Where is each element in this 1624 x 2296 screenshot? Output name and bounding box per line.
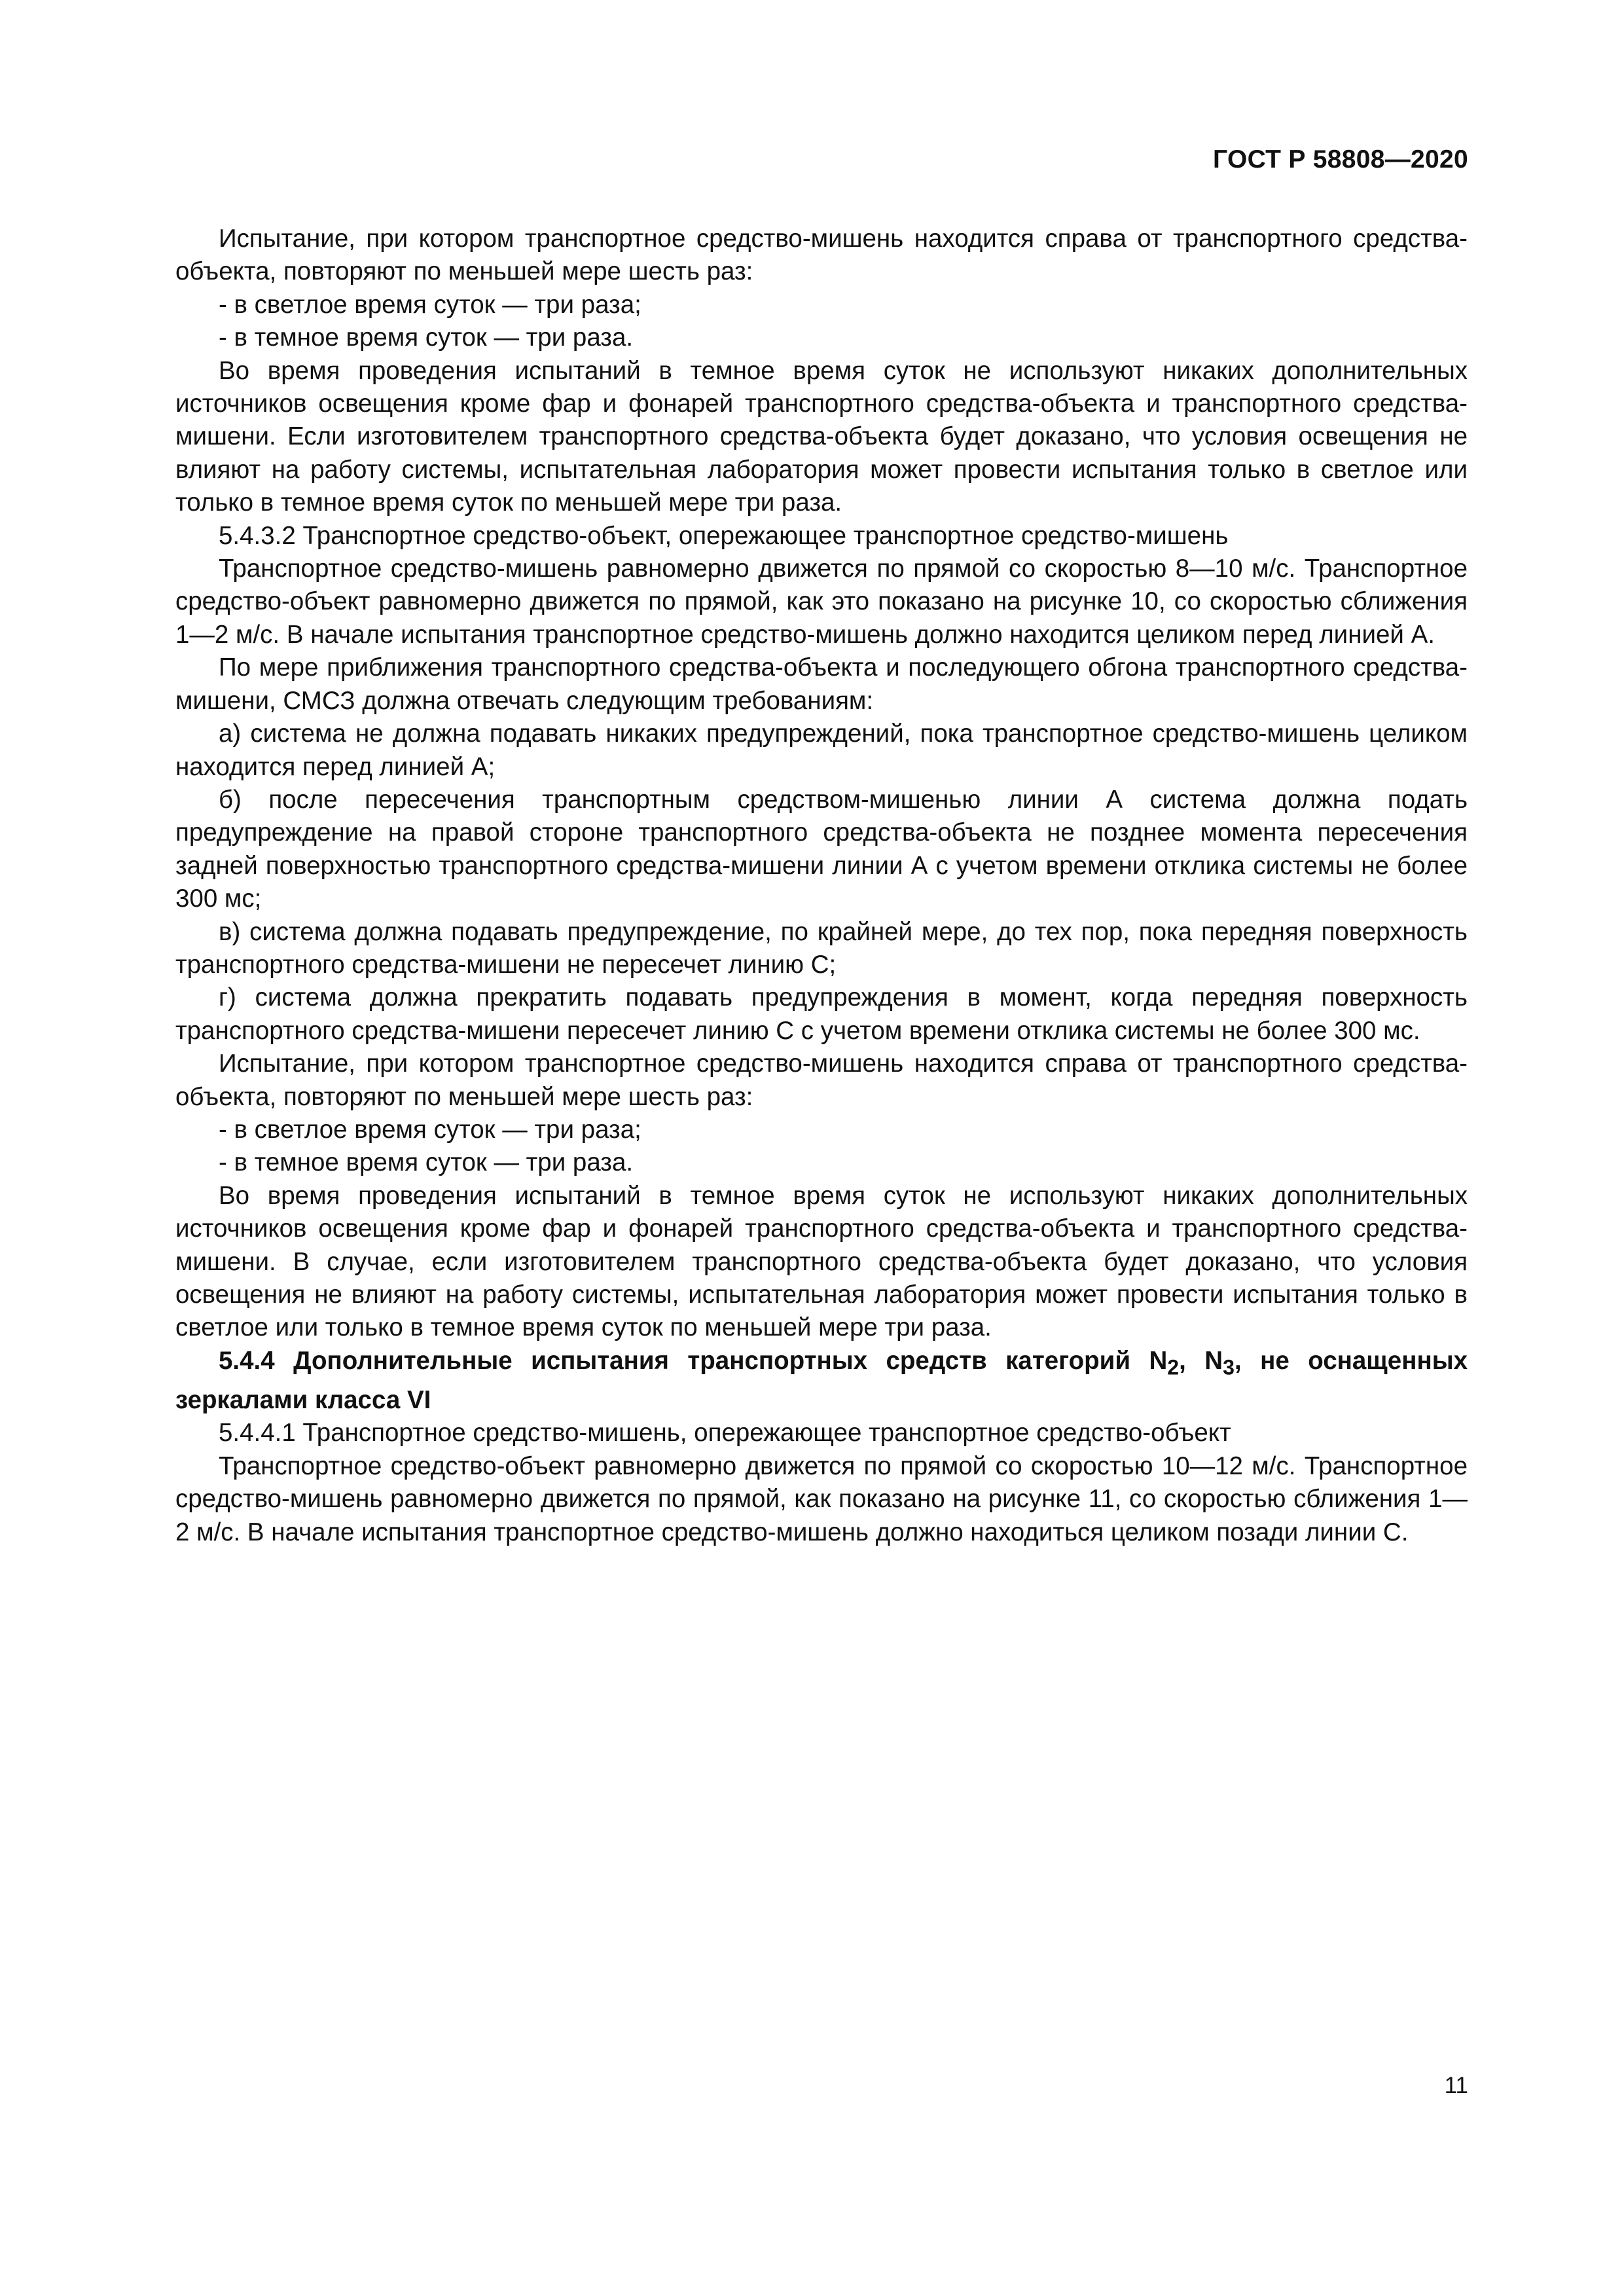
document-id: ГОСТ Р 58808—2020 <box>1213 145 1468 173</box>
requirement-item: б) после пересечения транспортным средством-мишенью линии А система должна подать предупреждение на правой стороне транспортного средства-объекта не позднее момента пересечения задней поверхностью транспортного средства-мишени линии А с учетом времени отклика системы не более 300 мс; <box>175 785 1468 913</box>
heading-text: , не оснащенных зеркалами класса VI <box>175 1346 1468 1414</box>
requirement-item: в) система должна подавать предупреждение, по крайней мере, до тех пор, пока передняя поверхность транспортного средства-мишени не пересечет линию С; <box>175 917 1468 979</box>
section-heading <box>175 1345 1468 1417</box>
paragraph: Испытание, при котором транспортное средство-мишень находится справа от транспортного средства-объекта, повторяют по меньшей мере шесть раз: <box>175 1049 1468 1111</box>
heading-text: , N <box>1179 1346 1223 1375</box>
page-number: 11 <box>1444 2073 1468 2098</box>
list-item: - в темное время суток — три раза. <box>219 323 634 352</box>
heading-subscript: 3 <box>1223 1355 1235 1379</box>
paragraph: Испытание, при котором транспортное средство-мишень находится справа от транспортного средства-объекта, повторяют по меньшей мере шесть раз: <box>175 225 1468 286</box>
list-item: - в светлое время суток — три раза; <box>219 290 641 319</box>
document-body <box>175 223 1468 1549</box>
document-header <box>1213 145 1468 174</box>
paragraph: Транспортное средство-мишень равномерно движется по прямой со скоростью 8—10 м/с. Транспортное средство-объект равномерно движется по прямой, как это показано на рисунке 10, со скоростью сближения 1—2 м/с. В начале испытания транспортное средство-мишень должно находится целиком перед линией А. <box>175 555 1468 649</box>
paragraph: По мере приближения транспортного средства-объекта и последующего обгона транспортного средства-мишени, СМСЗ должна отвечать следующим требованиям: <box>175 653 1468 715</box>
subsection-title: 5.4.3.2 Транспортное средство-объект, опережающее транспортное средство-мишень <box>219 521 1229 550</box>
paragraph: Транспортное средство-объект равномерно движется по прямой со скоростью 10—12 м/с. Транспортное средство-мишень равномерно движется по прямой, как показано на рисунке 11, со скоростью сближения 1—2 м/с. В начале испытания транспортное средство-мишень должно находиться целиком позади линии С. <box>175 1451 1468 1546</box>
list-item: - в темное время суток — три раза. <box>219 1148 634 1177</box>
paragraph: Во время проведения испытаний в темное время суток не используют никаких дополнительных источников освещения кроме фар и фонарей транспортного средства-объекта и транспортного средства-мишени. Если изготовителем транспортного средства-объекта будет доказано, что условия освещения не влияют на работу системы, испытательная лаборатория может провести испытания только в светлое или только в темное время суток по меньшей мере три раза. <box>175 356 1468 517</box>
list-item: - в светлое время суток — три раза; <box>219 1115 641 1144</box>
heading-subscript: 2 <box>1167 1355 1180 1379</box>
heading-text: 5.4.4 Дополнительные испытания транспортных средств категорий N <box>219 1346 1168 1375</box>
requirement-item: а) система не должна подавать никаких предупреждений, пока транспортное средство-мишень целиком находится перед линией А; <box>175 720 1468 781</box>
requirement-item: г) система должна прекратить подавать предупреждения в момент, когда передняя поверхность транспортного средства-мишени пересечет линию С с учетом времени отклика системы не более 300 мс. <box>175 983 1468 1045</box>
subsection-title: 5.4.4.1 Транспортное средство-мишень, опережающее транспортное средство-объект <box>219 1419 1231 1448</box>
paragraph: Во время проведения испытаний в темное время суток не используют никаких дополнительных источников освещения кроме фар и фонарей транспортного средства-объекта и транспортного средства-мишени. В случае, если изготовителем транспортного средства-объекта будет доказано, что условия освещения не влияют на работу системы, испытательная лаборатория может провести испытания только в светлое или только в темное время суток по меньшей мере три раза. <box>175 1181 1468 1342</box>
